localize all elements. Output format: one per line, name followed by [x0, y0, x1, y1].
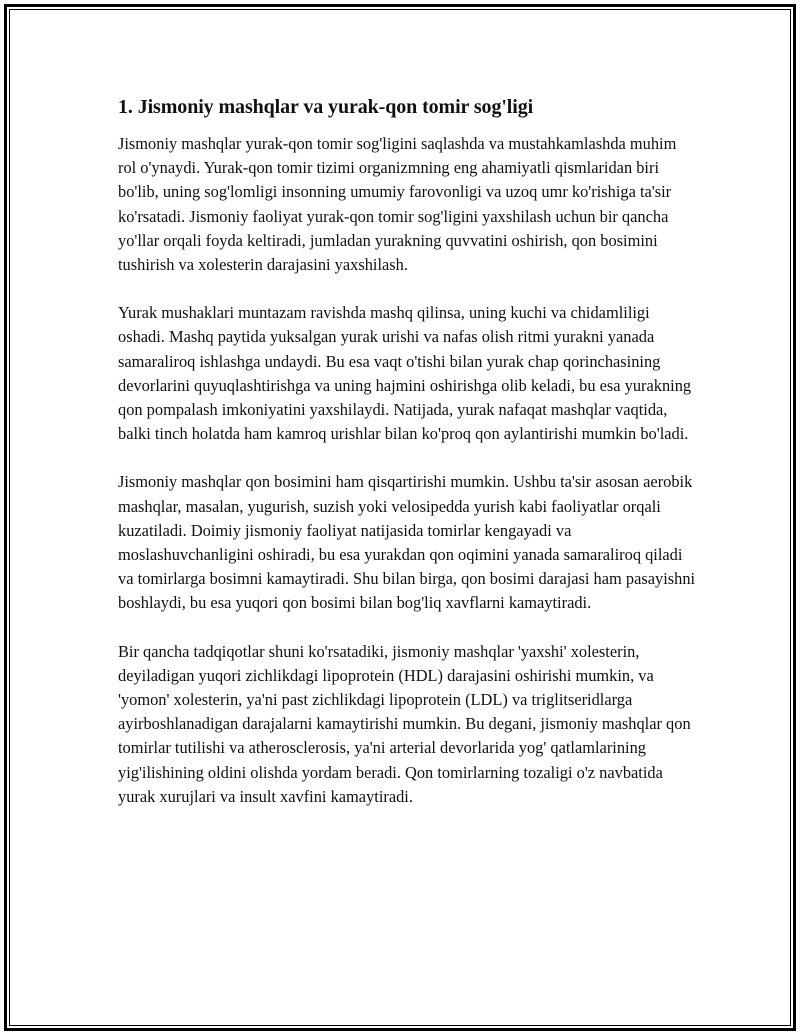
paragraph-1: Jismoniy mashqlar yurak-qon tomir sog'ligini saqlashda va mustahkamlashda muhim rol o'ynaydi. Yurak-qon tomir tizimi organizmning eng ahamiyatli qismlaridan biri bo'lib, uning sog'lomligi insonning umumiy farovonligi va uzoq umr ko'rishiga ta'sir ko'rsatadi. Jismoniy faoliyat yurak-qon tomir sog'ligini yaxshilash uchun bir qancha yo'llar orqali foyda keltiradi, jumladan yurakning quvvatini oshirish, qon bosimini tushirish va xolesterin darajasini yaxshilash.: [118, 134, 677, 275]
paragraph-2: Yurak mushaklari muntazam ravishda mashq qilinsa, uning kuchi va chidamliligi oshadi. Mashq paytida yuksalgan yurak urishi va nafas olish ritmi yurakni yanada samaraliroq ishlashga undaydi. Bu esa vaqt o'tishi bilan yurak chap qorinchasining devorlarini quyuqlashtirishga va uning hajmini oshirishga olib keladi, bu esa yurakning qon pompalash imkoniyatini yaxshilaydi. Natijada, yurak nafaqat mashqlar vaqtida, balki tinch holatda ham kamroq urishlar bilan ko'proq qon aylantirishi mumkin bo'ladi.: [118, 303, 692, 444]
paragraph-4: Bir qancha tadqiqotlar shuni ko'rsatadiki, jismoniy mashqlar 'yaxshi' xolesterin, deyiladigan yuqori zichlikdagi lipoprotein (HDL) darajasini oshirishi mumkin, va 'yomon' xolesterin, ya'ni past zichlikdagi lipoprotein (LDL) va triglitseridlarga ayirboshlanadigan darajalarni kamaytirishi mumkin. Bu degani, jismoniy mashqlar qon tomirlar tutilishi va atherosclerosis, ya'ni arterial devorlarida yog' qatlamlarining yig'ilishining oldini olishda yordam beradi. Qon tomirlarning tozaligi o'z navbatida yurak xurujlari va insult xavfini kamaytiradi.: [118, 641, 691, 806]
section-title: 1. Jismoniy mashqlar va yurak-qon tomir sog'ligi: [118, 96, 534, 118]
document-body: [118, 94, 698, 833]
paragraph-3: Jismoniy mashqlar qon bosimini ham qisqartirishi mumkin. Ushbu ta'sir asosan aerobik mashqlar, masalan, yugurish, suzish yoki velosipedda yurish kabi faoliyatlar orqali kuzatiladi. Doimiy jismoniy faoliyat natijasida tomirlar kengayadi va moslashuvchanligini oshiradi, bu esa yurakdan qon oqimini yanada samaraliroq qiladi va tomirlarga bosimni kamaytiradi. Shu bilan birga, qon bosimi darajasi ham pasayishni boshlaydi, bu esa yuqori qon bosimi bilan bog'liq xavflarni kamaytiradi.: [118, 472, 696, 613]
